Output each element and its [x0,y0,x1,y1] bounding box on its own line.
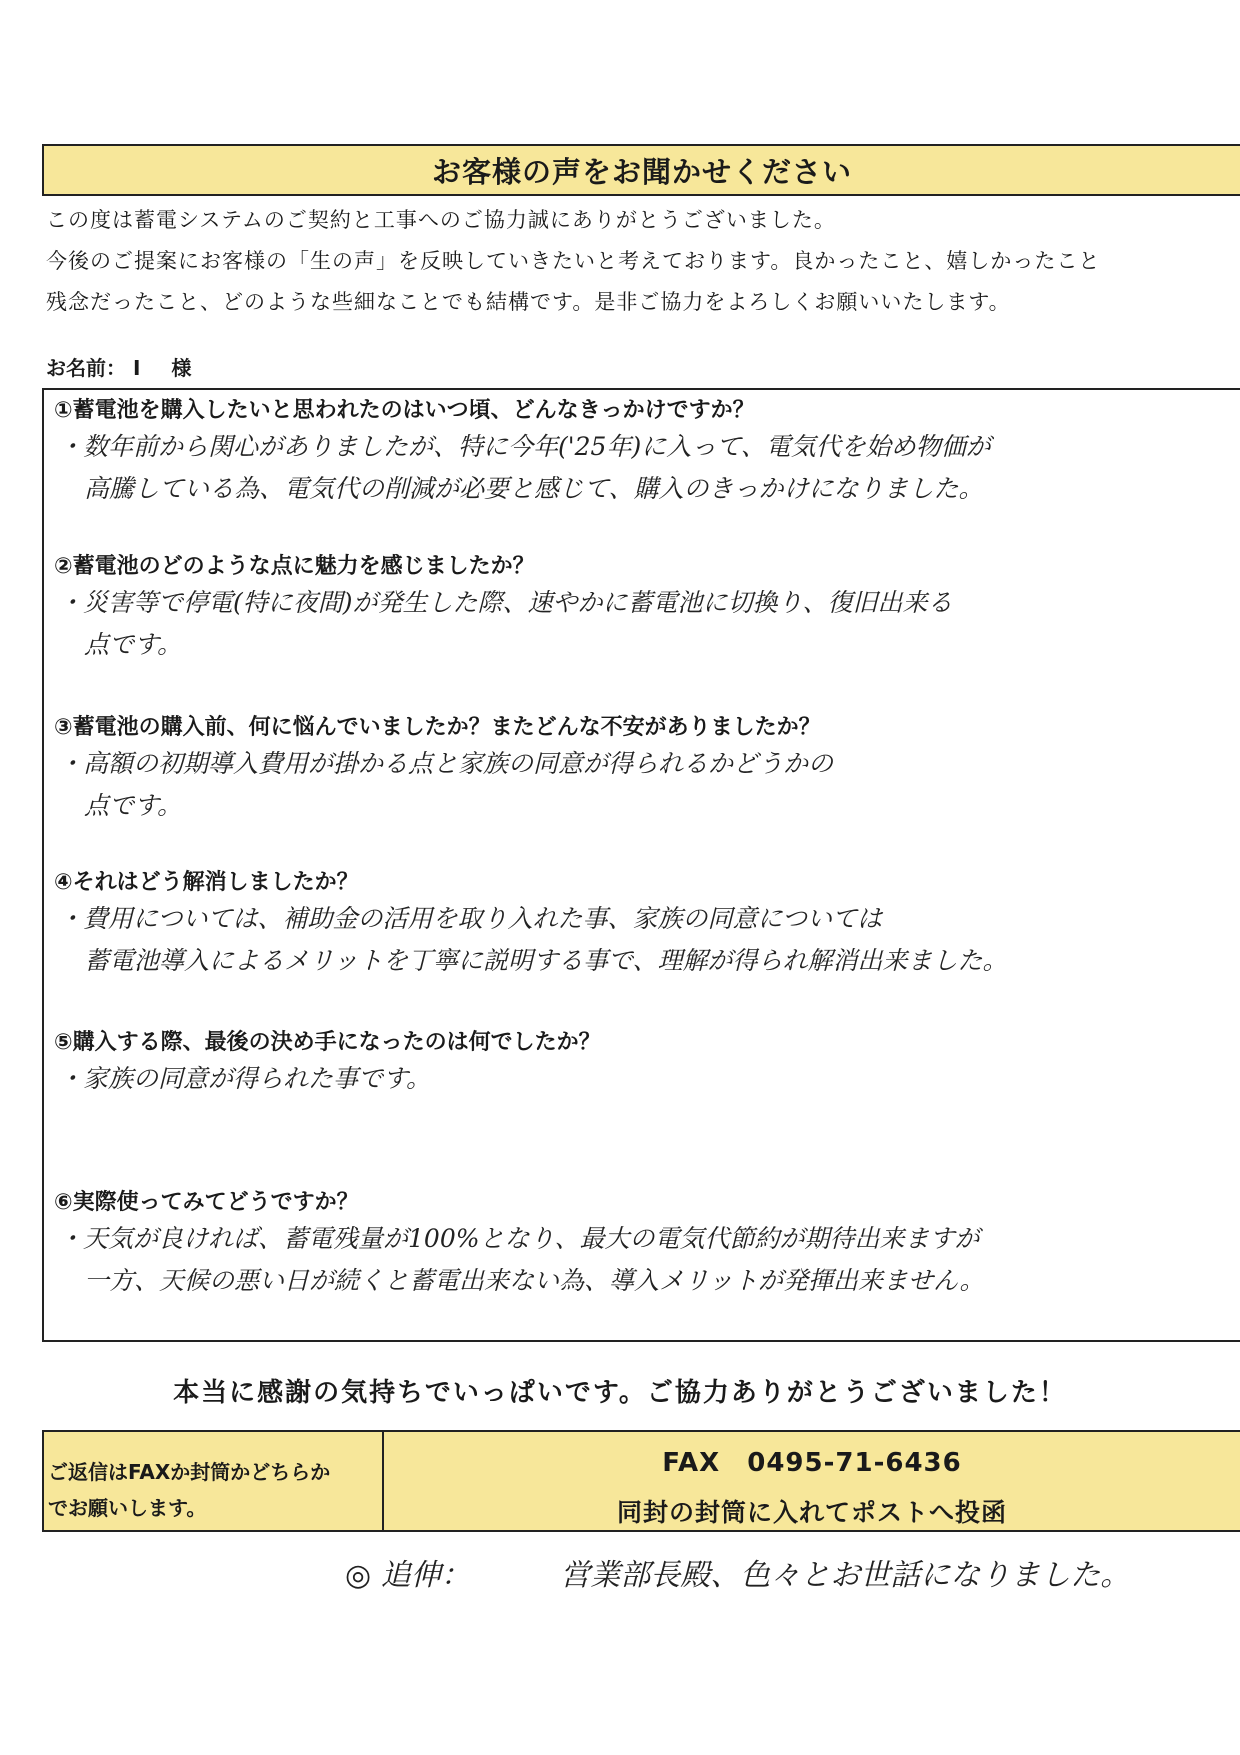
closing-thanks: 本当に感謝の気持ちでいっぱいです。ご協力ありがとうございました！ [173,1378,1067,1408]
intro-line: 今後のご提案にお客様の「生の声」を反映していきたいと考えております。良かったこと、嬉しかったこと [46,249,1101,273]
reply-footer [42,1430,1240,1532]
handwritten-answer [54,743,1234,827]
answer-line: ・ 天気が良ければ、蓄電残量が100%となり、最大の電気代節約が期待出来ますが [84,1218,1234,1260]
answer-line: ・ 高額の初期導入費用が掛かる点と家族の同意が得られるかどうかの [84,743,1234,785]
honorific: 様 [171,356,192,380]
question-2 [54,552,1234,666]
question-4 [54,868,1234,982]
reply-line: ご返信はFAXか封筒かどちらか [48,1460,331,1484]
customer-name: I [132,356,141,380]
question-label: ⑥実際使ってみてどうですか？ [54,1190,359,1215]
handwritten-answer [54,1058,1234,1100]
postscript-text: 営業部長殿、色々とお世話になりました。 [560,1558,1131,1593]
question-label: ①蓄電池を購入したいと思われたのはいつ頃、どんなきっかけですか？ [54,398,755,423]
question-3 [54,713,1234,827]
answer-line: ・ 費用については、補助金の活用を取り入れた事、家族の同意については [84,898,1234,940]
question-6 [54,1188,1234,1302]
reply-methods [384,1432,1240,1530]
handwritten-answer [54,426,1234,510]
answer-line: ・ 数年前から関心がありましたが、特に今年('25年)に入って、電気代を始め物価が [84,426,1234,468]
intro-text [46,200,1236,323]
handwritten-answer [54,582,1234,666]
answer-line: 点です。 [84,791,183,820]
answer-line: ・ 災害等で停電(特に夜間)が発生した際、速やかに蓄電池に切換り、復旧出来る [84,582,1234,624]
answer-line: 蓄電池導入によるメリットを丁寧に説明する事で、理解が得られ解消出来ました。 [84,946,1008,975]
intro-line: 残念だったこと、どのような些細なことでも結構です。是非ご協力をよろしくお願いいたします。 [46,290,1011,314]
reply-instructions [44,1432,384,1530]
question-label: ③蓄電池の購入前、何に悩んでいましたか？またどんな不安がありましたか？ [54,715,821,740]
post-instruction: 同封の封筒に入れてポストへ投函 [616,1498,1007,1527]
postscript-label: ◎ 追伸： [345,1558,471,1593]
handwritten-answer [54,1218,1234,1302]
question-label: ④それはどう解消しましたか？ [54,870,359,895]
answer-line: 高騰している為、電気代の削減が必要と感じて、購入のきっかけになりました。 [84,474,984,503]
question-5 [54,1028,1234,1100]
name-label: お名前： [46,356,126,380]
fax-number: FAX 0495-71-6436 [662,1448,962,1478]
handwritten-answer [54,898,1234,982]
reply-line: でお願いします。 [48,1496,207,1520]
answer-line: 一方、天候の悪い日が続くと蓄電出来ない為、導入メリットが発揮出来ません。 [84,1266,985,1295]
questionnaire-box [42,388,1240,1342]
question-label: ②蓄電池のどのような点に魅力を感じましたか？ [54,554,535,579]
question-label: ⑤購入する際、最後の決め手になったのは何でしたか？ [54,1030,601,1055]
intro-line: この度は蓄電システムのご契約と工事へのご協力誠にありがとうございました。 [46,208,836,232]
question-1 [54,396,1234,510]
answer-line: ・ 家族の同意が得られた事です。 [84,1058,1234,1100]
form-title: お客様の声をお聞かせください [42,144,1240,196]
handwritten-postscript [345,1550,1130,1594]
answer-line: 点です。 [84,630,183,659]
customer-name-row [46,352,191,381]
